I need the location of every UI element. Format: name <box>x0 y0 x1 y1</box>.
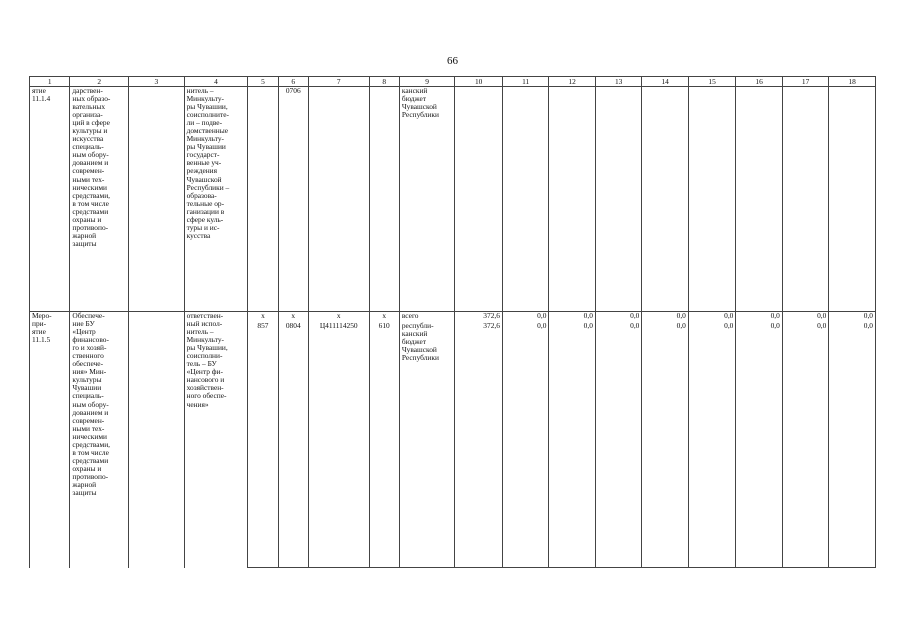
empty-cell <box>736 87 782 312</box>
column-number: 6 <box>278 77 308 87</box>
amount-cell: 0,0 <box>736 312 782 322</box>
column-number: 15 <box>688 77 736 87</box>
column-number: 14 <box>642 77 688 87</box>
column-number: 10 <box>455 77 503 87</box>
column-number: 7 <box>308 77 369 87</box>
column-number: 11 <box>502 77 548 87</box>
ministry-code: 857 <box>248 322 278 568</box>
activity-description: дарствен- ных образо- вательных организа- ций в сфере культуры и искусства специаль- ным обору- дованием и современ- ными тех- ническими средствами, в том числе средствами охраны и противопо- жарной защиты <box>70 87 129 312</box>
section-code: x <box>278 312 308 322</box>
section-code: 0706 <box>278 87 308 312</box>
ministry-code: x <box>248 312 278 322</box>
activity-code: ятие 11.1.4 <box>30 87 70 312</box>
expense-type-code: x <box>369 312 399 322</box>
column-number: 1 <box>30 77 70 87</box>
column-number: 4 <box>184 77 248 87</box>
empty-cell <box>129 312 185 568</box>
amount-cell: 0,0 <box>829 312 876 322</box>
amount-cell: 0,0 <box>688 312 736 322</box>
column-number: 13 <box>595 77 641 87</box>
amount-cell: 0,0 <box>502 322 548 568</box>
amount-cell: 0,0 <box>595 312 641 322</box>
amount-cell: 0,0 <box>688 322 736 568</box>
section-code: 0804 <box>278 322 308 568</box>
responsible-executor: ответствен- ный испол- нитель – Минкульту- ры Чувашии, соисполни- тель – БУ «Центр фи- нансового и хозяйствен- ного обеспе- чения» <box>184 312 248 568</box>
page-number: 66 <box>447 55 458 67</box>
column-number: 16 <box>736 77 782 87</box>
column-number: 3 <box>129 77 185 87</box>
column-number: 18 <box>829 77 876 87</box>
expense-type-code: 610 <box>369 322 399 568</box>
empty-cell <box>369 87 399 312</box>
budget-table <box>29 76 876 568</box>
empty-cell <box>782 87 828 312</box>
column-number: 17 <box>782 77 828 87</box>
amount-cell: 0,0 <box>782 312 828 322</box>
amount-cell: 0,0 <box>549 322 595 568</box>
activity-description: Обеспече- ние БУ «Центр финансово- го и хозяй- ственного обеспече- ния» Мин- культуры Чувашии специаль- ным обору- дованием и современ- ными тех- ническими средствами, в том числе средствами охраны и противопо- жарной защиты <box>70 312 129 568</box>
amount-cell: 0,0 <box>782 322 828 568</box>
amount-cell: 0,0 <box>595 322 641 568</box>
empty-cell <box>549 87 595 312</box>
amount-cell: 0,0 <box>642 322 688 568</box>
empty-cell <box>308 87 369 312</box>
column-number: 9 <box>399 77 455 87</box>
amount-cell: 0,0 <box>642 312 688 322</box>
empty-cell <box>129 87 185 312</box>
responsible-executor: нитель – Минкульту- ры Чувашии, соисполните- ли – подве- домственные Минкульту- ры Чувашии государст- венные уч- реждения Чувашской Республики – образова- тельные ор- ганизации в сфере куль- туры и ис- кусства <box>184 87 248 312</box>
table-row-11-1-4 <box>30 87 876 312</box>
amount-cell: 372,6 <box>455 322 503 568</box>
funding-source: всего <box>399 312 455 322</box>
amount-cell: 0,0 <box>829 322 876 568</box>
column-number-row <box>30 77 876 87</box>
amount-cell: 372,6 <box>455 312 503 322</box>
amount-cell: 0,0 <box>502 312 548 322</box>
table-row-11-1-5-total <box>30 312 876 322</box>
column-number: 12 <box>549 77 595 87</box>
funding-source: канский бюджет Чувашской Республики <box>399 87 455 312</box>
activity-code: Меро- при- ятие 11.1.5 <box>30 312 70 568</box>
funding-source: республи- канский бюджет Чувашской Республики <box>399 322 455 568</box>
target-item-code: Ц411114250 <box>308 322 369 568</box>
empty-cell <box>688 87 736 312</box>
empty-cell <box>455 87 503 312</box>
empty-cell <box>248 87 278 312</box>
column-number: 5 <box>248 77 278 87</box>
empty-cell <box>829 87 876 312</box>
column-number: 2 <box>70 77 129 87</box>
empty-cell <box>595 87 641 312</box>
amount-cell: 0,0 <box>736 322 782 568</box>
column-number: 8 <box>369 77 399 87</box>
empty-cell <box>502 87 548 312</box>
amount-cell: 0,0 <box>549 312 595 322</box>
empty-cell <box>642 87 688 312</box>
target-item-code: x <box>308 312 369 322</box>
